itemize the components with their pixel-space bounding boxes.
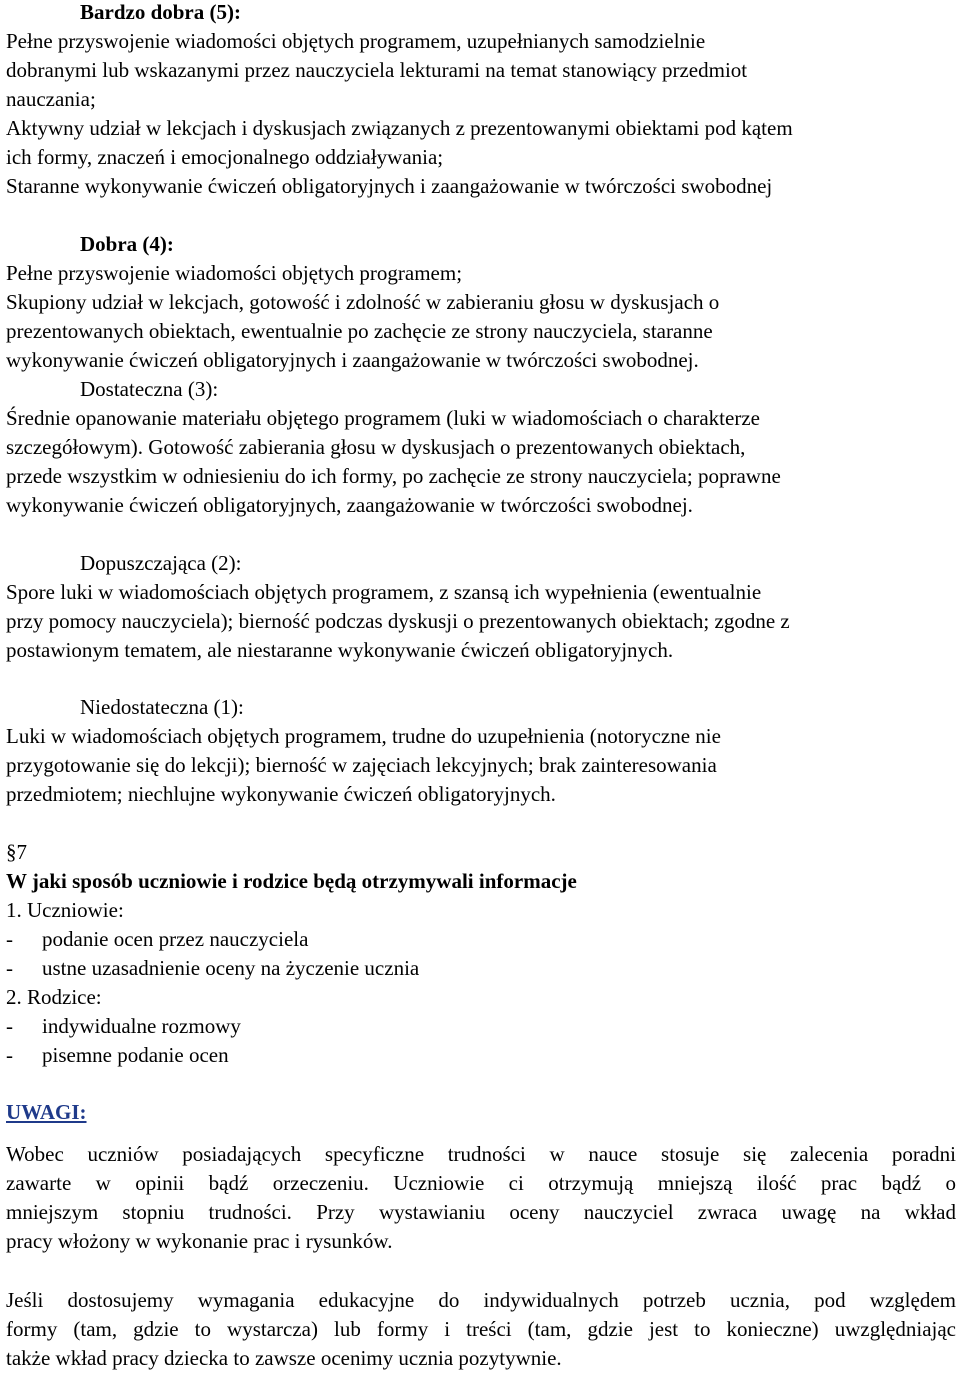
grade-3-line: szczegółowym). Gotowość zabierania głosu w dyskusjach o prezentowanych obiektach, <box>6 435 746 459</box>
section-number: §7 <box>6 840 27 864</box>
grade-4-line: Pełne przyswojenie wiadomości objętych programem; <box>6 261 463 285</box>
grade-5-line: Aktywny udział w lekcjach i dyskusjach związanych z prezentowanymi obiektami pod kątem <box>6 116 793 140</box>
grade-3-line: Średnie opanowanie materiału objętego programem (luki w wiadomościach o charakterze <box>6 406 760 430</box>
grade-4-line: wykonywanie ćwiczeń obligatoryjnych i zaangażowanie w twórczości swobodnej. <box>6 348 699 372</box>
grade-4-heading: Dobra (4): <box>80 232 174 256</box>
list-item <box>6 954 419 983</box>
grade-5-line: dobranymi lub wskazanymi przez nauczyciela lekturami na temat stanowiący przedmiot <box>6 58 748 82</box>
grade-2-line: Spore luki w wiadomościach objętych programem, z szansą ich wypełnienia (ewentualnie <box>6 580 762 604</box>
notes-line: zawarte w opinii bądź orzeczeniu. Uczniowie ci otrzymują mniejszą ilość prac bądź o <box>6 1171 956 1195</box>
grade-1-line: Luki w wiadomościach objętych programem, trudne do uzupełnienia (notoryczne nie <box>6 724 721 748</box>
list-item-text: pisemne podanie ocen <box>42 1043 229 1067</box>
grade-1-line: przygotowanie się do lekcji); bierność w zajęciach lekcyjnych; brak zainteresowania <box>6 753 717 777</box>
grade-5-line: Staranne wykonywanie ćwiczeń obligatoryjnych i zaangażowanie w twórczości swobodnej <box>6 174 773 198</box>
grade-3-line: wykonywanie ćwiczeń obligatoryjnych, zaangażowanie w twórczości swobodnej. <box>6 493 693 517</box>
students-label: 1. Uczniowie: <box>6 898 124 922</box>
grade-5-line: Pełne przyswojenie wiadomości objętych programem, uzupełnianych samodzielnie <box>6 29 706 53</box>
parents-label: 2. Rodzice: <box>6 985 102 1009</box>
list-item-text: ustne uzasadnienie oceny na życzenie ucznia <box>42 956 420 980</box>
section-title: W jaki sposób uczniowie i rodzice będą otrzymywali informacje <box>6 869 577 893</box>
grade-2-heading: Dopuszczająca (2): <box>80 551 242 575</box>
grade-3-heading: Dostateczna (3): <box>80 377 219 401</box>
grade-4-line: Skupiony udział w lekcjach, gotowość i zdolność w zabieraniu głosu w dyskusjach o <box>6 290 720 314</box>
list-item <box>6 1012 241 1041</box>
list-dash: - <box>6 1014 13 1038</box>
grade-3-line: przede wszystkim w odniesieniu do ich formy, po zachęcie ze strony nauczyciela; poprawne <box>6 464 781 488</box>
grade-2-line: postawionym tematem, ale niestaranne wykonywanie ćwiczeń obligatoryjnych. <box>6 638 674 662</box>
notes-line: także wkład pracy dziecka to zawsze ocenimy ucznia pozytywnie. <box>6 1346 562 1370</box>
grade-1-heading: Niedostateczna (1): <box>80 695 244 719</box>
list-dash: - <box>6 1043 13 1067</box>
notes-line: Jeśli dostosujemy wymagania edukacyjne do indywidualnych potrzeb ucznia, pod względem <box>6 1288 956 1312</box>
list-dash: - <box>6 927 13 951</box>
list-item-text: indywidualne rozmowy <box>42 1014 241 1038</box>
notes-heading: UWAGI: <box>6 1100 87 1124</box>
list-dash: - <box>6 956 13 980</box>
list-item <box>6 925 308 954</box>
list-item <box>6 1041 229 1070</box>
notes-line: Wobec uczniów posiadających specyficzne trudności w nauce stosuje się zalecenia poradni <box>6 1142 956 1166</box>
grade-4-line: prezentowanych obiektach, ewentualnie po zachęcie ze strony nauczyciela, staranne <box>6 319 713 343</box>
grade-2-line: przy pomocy nauczyciela); bierność podczas dyskusji o prezentowanych obiektach; zgodne z <box>6 609 790 633</box>
notes-line: mniejszym stopniu trudności. Przy wystawianiu oceny nauczyciel zwraca uwagę na wkład <box>6 1200 956 1224</box>
list-item-text: podanie ocen przez nauczyciela <box>42 927 309 951</box>
notes-line: formy (tam, gdzie to wystarcza) lub formy i treści (tam, gdzie jest to konieczne) uwzględniając <box>6 1317 956 1341</box>
grade-5-line: nauczania; <box>6 87 96 111</box>
notes-line: pracy włożony w wykonanie prac i rysunków. <box>6 1229 393 1253</box>
grade-1-line: przedmiotem; niechlujne wykonywanie ćwiczeń obligatoryjnych. <box>6 782 556 806</box>
grade-5-line: ich formy, znaczeń i emocjonalnego oddziaływania; <box>6 145 444 169</box>
grade-5-heading: Bardzo dobra (5): <box>80 0 241 24</box>
